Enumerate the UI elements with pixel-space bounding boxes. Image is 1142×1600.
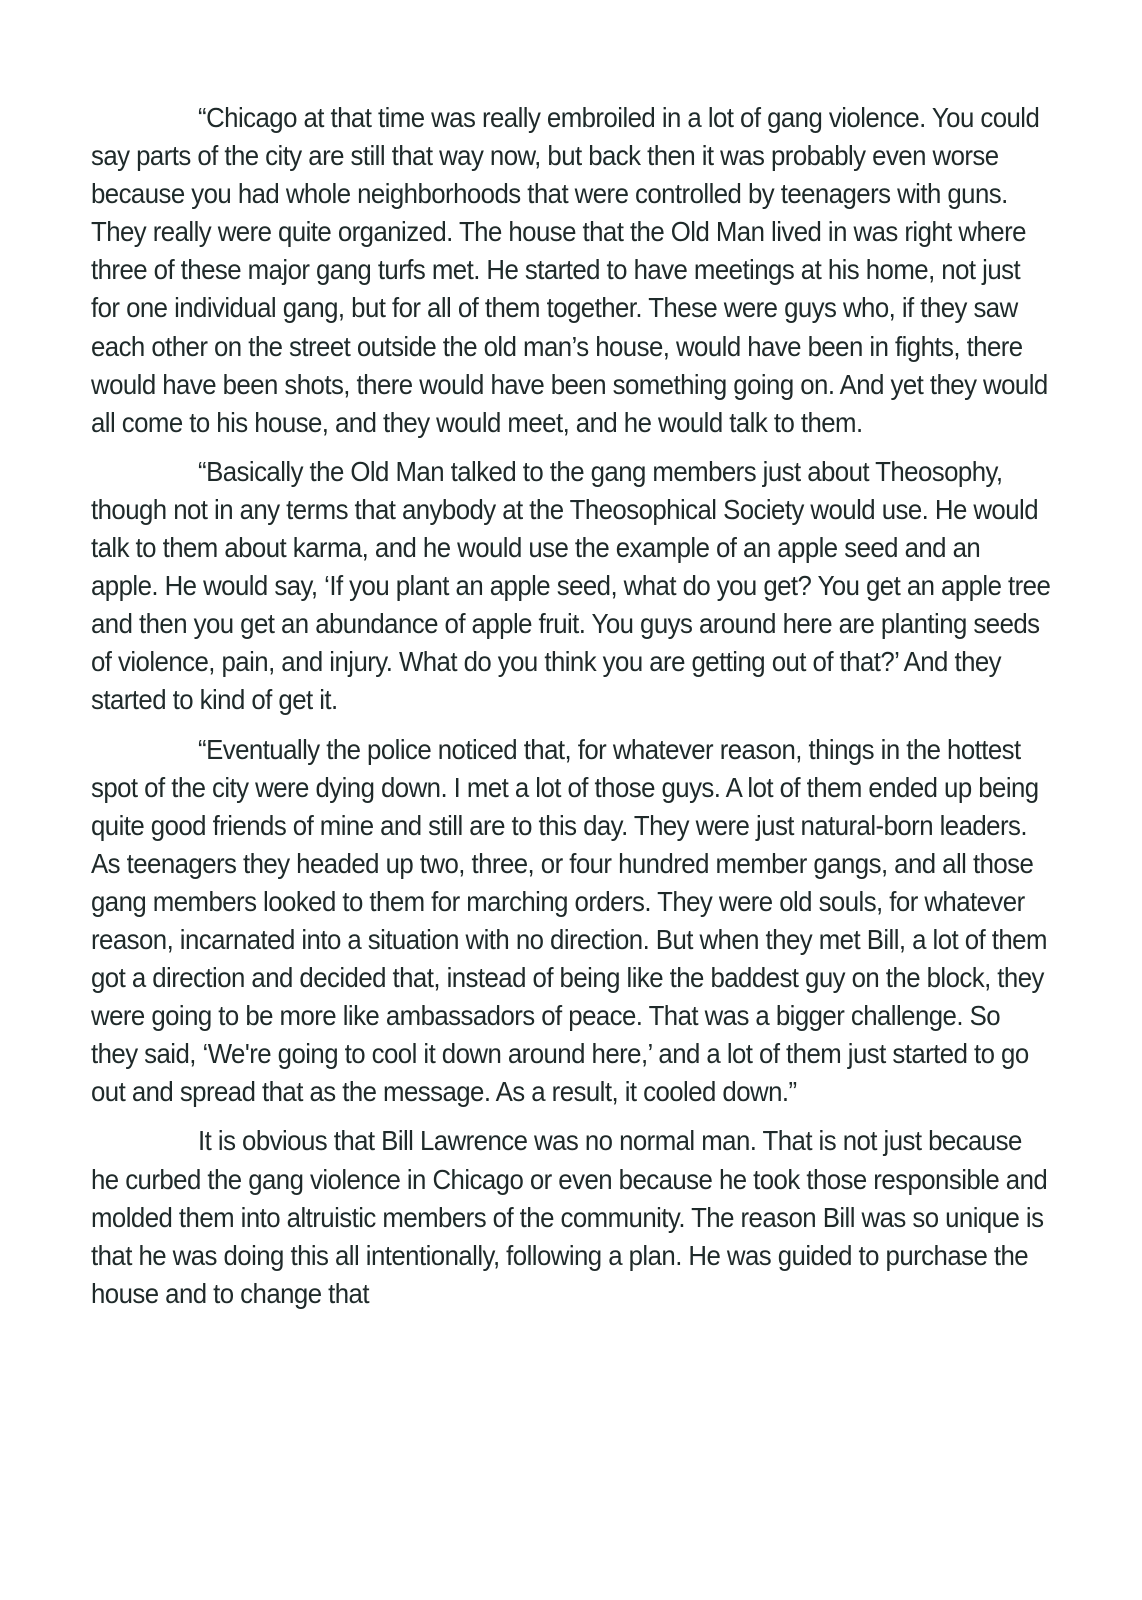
- paragraph-chicago-gangs: “Chicago at that time was really embroiled in a lot of gang violence. You could say parts of the city are still that way now, but back then it was probably even worse because you had whole neighborhoods that were controlled by teenagers with guns. They really were quite organized. The house that the Old Man lived in was right where three of these major gang turfs met. He started to have meetings at his home, not just for one individual gang, but for all of them together. These were guys who, if they saw each other on the street outside the old man’s house, would have been in fights, there would have been shots, there would have been something going on. And yet they would all come to his house, and they would meet, and he would talk to them.: [91, 101, 1048, 438]
- paragraph-bill-lawrence: It is obvious that Bill Lawrence was no normal man. That is not just because he curbed the gang violence in Chicago or even because he took those responsible and molded them into altruistic members of the community. The reason Bill was so unique is that he was doing this all intentionally, following a plan. He was guided to purchase the house and to change that: [91, 1124, 1048, 1309]
- document-page: [91, 98, 1051, 1323]
- paragraph-police-noticed: “Eventually the police noticed that, for whatever reason, things in the hottest spot of the city were dying down. I met a lot of those guys. A lot of them ended up being quite good friends of mine and still are to this day. They were just natural-born leaders. As teenagers they headed up two, three, or four hundred member gangs, and all those gang members looked to them for marching orders. They were old souls, for whatever reason, incarnated into a situation with no direction. But when they met Bill, a lot of them got a direction and decided that, instead of being like the baddest guy on the block, they were going to be more like ambassadors of peace. That was a bigger challenge. So they said, ‘We're going to cool it down around here,’ and a lot of them just started to go out and spread that as the message. As a result, it cooled down.”: [91, 732, 1047, 1108]
- paragraph-theosophy-talks: “Basically the Old Man talked to the gang members just about Theosophy, though not in any terms that anybody at the Theosophical Society would use. He would talk to them about karma, and he would use the example of an apple seed and an apple. He would say, ‘If you plant an apple seed, what do you get? You get an apple tree and then you get an abundance of apple fruit. You guys around here are planting seeds of violence, pain, and injury. What do you think you are getting out of that?’ And they started to kind of get it.: [91, 454, 1051, 716]
